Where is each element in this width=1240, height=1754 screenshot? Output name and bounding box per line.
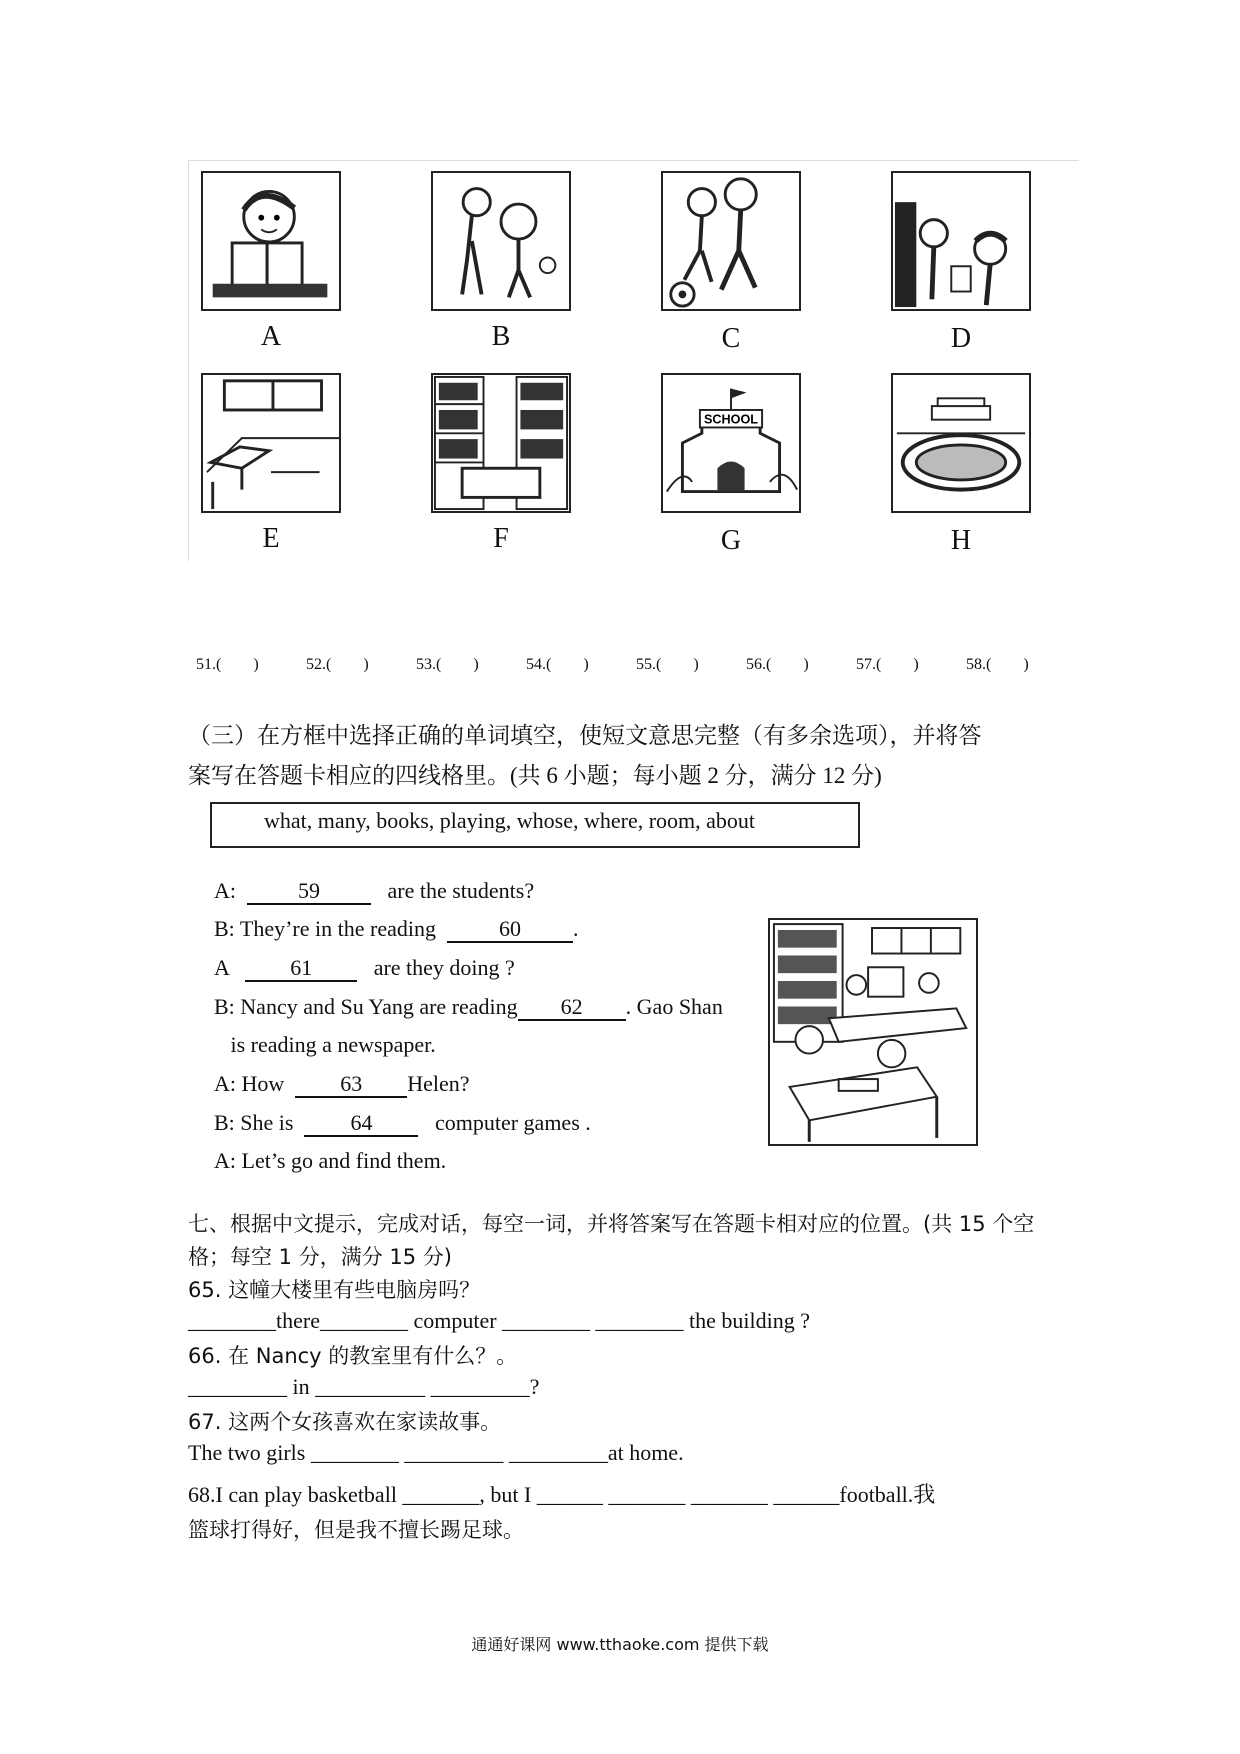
dialogue-text: . Gao Shan bbox=[625, 994, 723, 1019]
dialogue-line-2 bbox=[214, 916, 578, 943]
answer-slot-57[interactable]: 57.( ) bbox=[856, 656, 919, 673]
section7-heading-line2: 格；每空 1 分，满分 15 分) bbox=[188, 1245, 452, 1269]
section3-heading-line1: （三）在方框中选择正确的单词填空，使短文意思完整（有多余选项），并将答 bbox=[188, 723, 982, 749]
dialogue-text: B: She is bbox=[214, 1110, 305, 1135]
dialogue-text: are the students? bbox=[371, 878, 535, 903]
answer-slot-51[interactable]: 51.( ) bbox=[196, 656, 259, 673]
word-box: what, many, books, playing, whose, where, room, about bbox=[210, 802, 860, 848]
dialogue-line-4 bbox=[214, 994, 768, 1021]
picture-label-e: E bbox=[262, 523, 280, 554]
question-66-chinese: 66. 在 Nancy 的教室里有什么？。 bbox=[188, 1344, 518, 1368]
dialogue-text: B: They’re in the reading bbox=[214, 916, 447, 941]
blank-62[interactable]: 62 bbox=[518, 995, 626, 1021]
question-68-english[interactable]: 68.I can play basketball _______, but I ______ _______ _______ ______football.我 bbox=[188, 1482, 936, 1507]
empty-classroom-desk-icon bbox=[201, 373, 341, 513]
dialogue-text: B: Nancy and Su Yang are reading bbox=[214, 994, 518, 1019]
blank-64[interactable]: 64 bbox=[304, 1111, 418, 1137]
answer-slot-52[interactable]: 52.( ) bbox=[306, 656, 369, 673]
answer-slot-58[interactable]: 58.( ) bbox=[966, 656, 1029, 673]
blank-61[interactable]: 61 bbox=[245, 956, 357, 982]
dialogue-text: . bbox=[572, 916, 579, 941]
answer-slot-53[interactable]: 53.( ) bbox=[416, 656, 479, 673]
answer-slots-row bbox=[188, 638, 1076, 674]
boys-talking-icon bbox=[431, 171, 571, 311]
section3-heading-line2a: 案写在答题卡相应的四线格里。 bbox=[188, 763, 510, 789]
dialogue-line-6 bbox=[214, 1071, 470, 1098]
library-bookshelves-icon bbox=[431, 373, 571, 513]
picture-label-a: A bbox=[260, 321, 282, 352]
school-building-icon bbox=[661, 373, 801, 513]
picture-label-b: B bbox=[491, 321, 511, 352]
boy-reading-book-icon bbox=[201, 171, 341, 311]
dialogue-text: A: bbox=[214, 878, 247, 903]
picture-label-h: H bbox=[950, 525, 972, 556]
dialogue-line-3 bbox=[214, 955, 515, 982]
question-68-chinese: 篮球打得好，但是我不擅长踢足球。 bbox=[188, 1518, 524, 1542]
dialogue-text: computer games . bbox=[418, 1110, 591, 1135]
page-footer: 通通好课网 www.tthaoke.com 提供下载 bbox=[471, 1635, 769, 1654]
section7-heading-line1: 七、根据中文提示，完成对话，每空一词，并将答案写在答题卡相对应的位置。(共 15 个空 bbox=[188, 1212, 1035, 1236]
picture-label-c: C bbox=[721, 323, 741, 354]
picture-label-d: D bbox=[950, 323, 972, 354]
dialogue-line-1 bbox=[214, 878, 534, 905]
picture-label-f: F bbox=[493, 523, 509, 554]
reading-room-illustration bbox=[768, 918, 978, 1146]
section3-heading-line2 bbox=[188, 756, 882, 796]
answer-slot-55[interactable]: 55.( ) bbox=[636, 656, 699, 673]
dialogue-text: are they doing ? bbox=[357, 955, 515, 980]
playground-track-icon bbox=[891, 373, 1031, 513]
blank-60[interactable]: 60 bbox=[447, 917, 573, 943]
dialogue-text: Helen? bbox=[407, 1071, 470, 1096]
girls-drawing-icon bbox=[891, 171, 1031, 311]
picture-label-g: G bbox=[720, 525, 742, 556]
picture-grid bbox=[188, 160, 1079, 561]
question-67-chinese: 67. 这两个女孩喜欢在家读故事。 bbox=[188, 1410, 502, 1434]
blank-59[interactable]: 59 bbox=[247, 879, 371, 905]
dialogue-text: A bbox=[214, 955, 246, 980]
dialogue-text: A: How bbox=[214, 1071, 296, 1096]
question-67-english[interactable]: The two girls ________ _________ _________at home. bbox=[188, 1440, 684, 1465]
question-65-chinese: 65. 这幢大楼里有些电脑房吗？ bbox=[188, 1278, 481, 1302]
dialogue-line-8: A: Let’s go and find them. bbox=[214, 1148, 447, 1173]
svg-text:SCHOOL: SCHOOL bbox=[704, 412, 758, 427]
section3-heading-line2b: (共 6 小题；每小题 2 分，满分 12 分) bbox=[510, 763, 882, 788]
question-65-english[interactable]: ________there________ computer ________ ________ the building ? bbox=[188, 1308, 811, 1333]
blank-63[interactable]: 63 bbox=[295, 1072, 407, 1098]
dialogue-line-7 bbox=[214, 1110, 591, 1137]
question-66-english[interactable]: _________ in __________ _________? bbox=[188, 1374, 540, 1399]
answer-slot-56[interactable]: 56.( ) bbox=[746, 656, 809, 673]
kids-playing-football-icon bbox=[661, 171, 801, 311]
dialogue-line-5: is reading a newspaper. bbox=[214, 1032, 436, 1057]
answer-slot-54[interactable]: 54.( ) bbox=[526, 656, 589, 673]
